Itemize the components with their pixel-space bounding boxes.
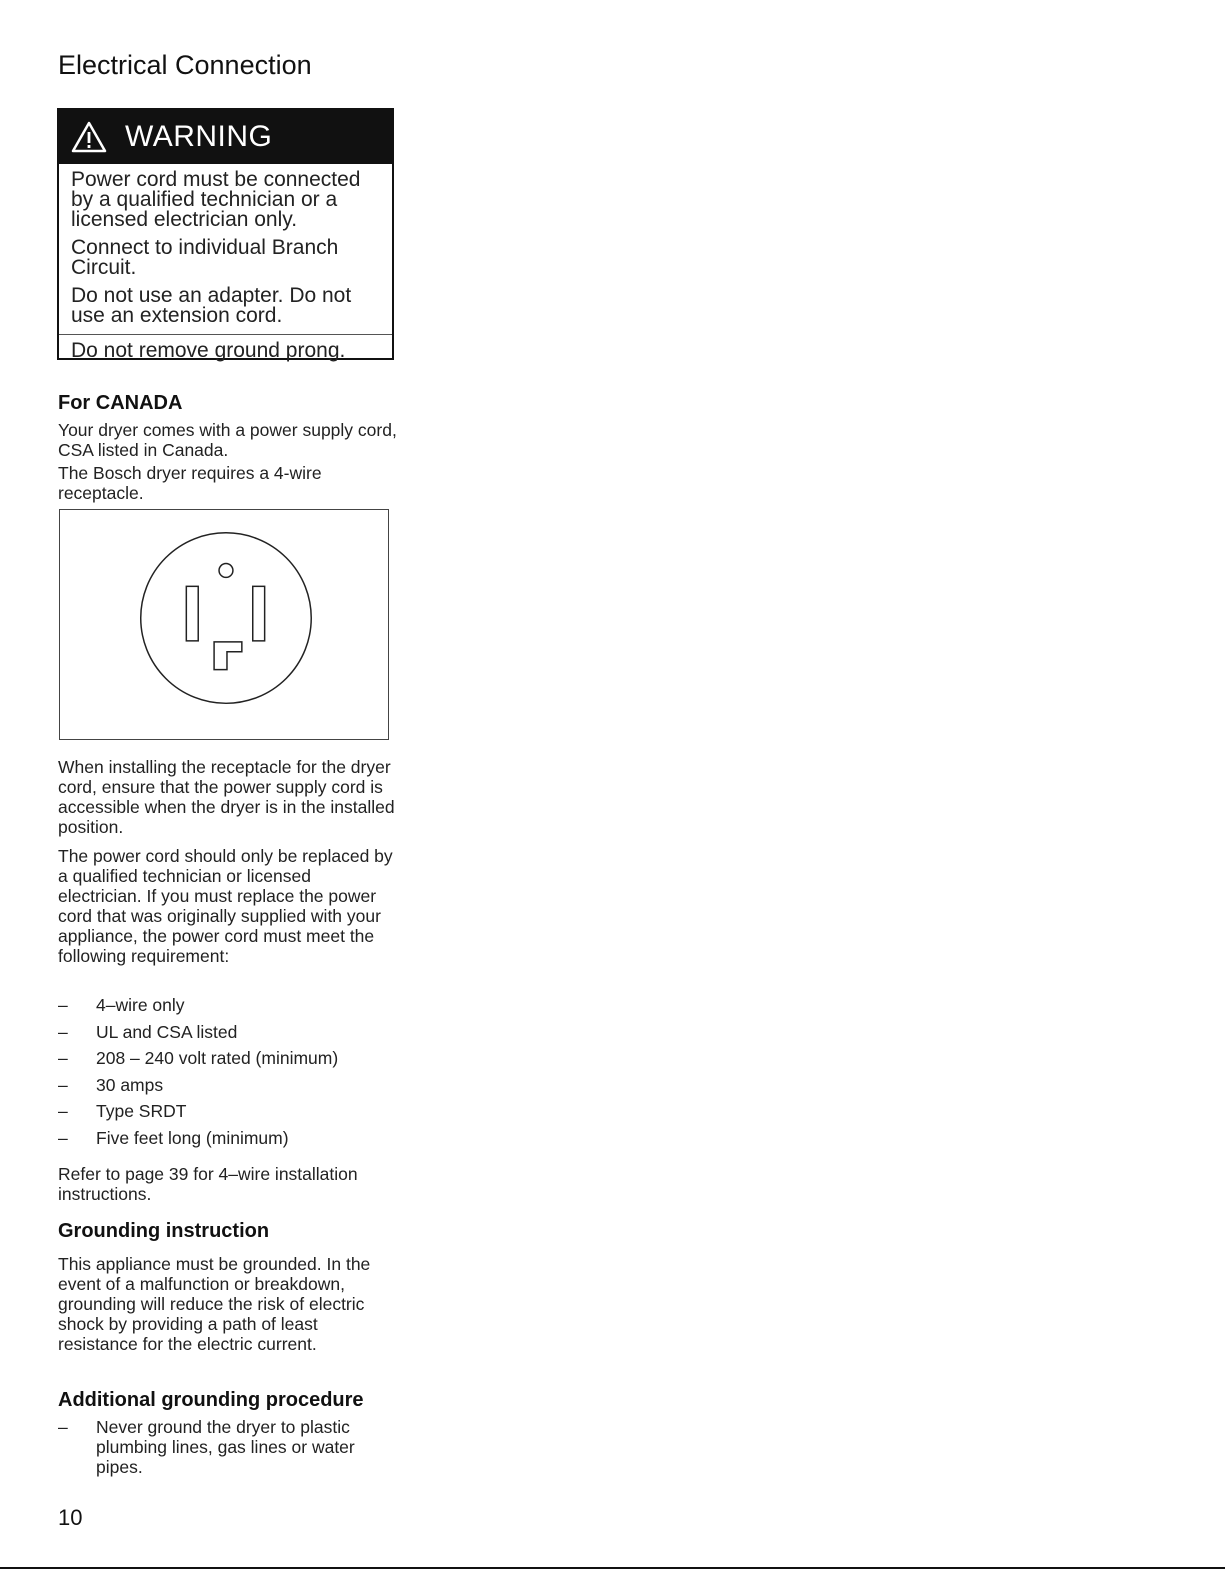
- grounding-text: This appliance must be grounded. In the event of a malfunction or breakdown, grounding will reduce the risk of electric shock by providing a path of least resistance for the electric current.: [58, 1254, 371, 1354]
- warning-paragraph: Power cord must be connected by a qualified technician or a licensed electrician only.: [71, 168, 361, 231]
- warning-body: [59, 164, 392, 361]
- installation-paragraph: The power cord should only be replaced by a qualified technician or licensed electrician. If you must replace the power cord that was originally supplied with your appliance, the power cord must meet the following requirement:: [58, 846, 393, 966]
- bullet-dash: –: [58, 1021, 68, 1042]
- installation-paragraph: When installing the receptacle for the dryer cord, ensure that the power supply cord is accessible when the dryer is in the installed position.: [58, 757, 395, 837]
- additional-grounding-item: [58, 1417, 398, 1477]
- bullet-dash: –: [58, 1101, 68, 1121]
- list-item: [58, 1021, 338, 1048]
- bullet-dash: –: [58, 1417, 68, 1437]
- four-wire-receptacle-icon: [60, 510, 388, 739]
- warning-box: [57, 108, 394, 360]
- page-title: Electrical Connection: [58, 50, 312, 80]
- warning-paragraph: Do not use an adapter. Do not use an extension cord.: [71, 284, 352, 327]
- additional-grounding-text: Never ground the dryer to plastic plumbing lines, gas lines or water pipes.: [96, 1417, 355, 1477]
- warning-title: WARNING: [125, 120, 273, 153]
- warning-paragraph: Do not remove ground prong.: [59, 334, 392, 361]
- warning-header: [59, 110, 392, 164]
- bullet-dash: –: [58, 995, 68, 1015]
- additional-grounding-heading: Additional grounding procedure: [58, 1389, 364, 1411]
- warning-paragraph: Connect to individual Branch Circuit.: [71, 236, 339, 279]
- warning-triangle-icon: [71, 121, 107, 153]
- requirement-text: 30 amps: [96, 1074, 164, 1095]
- bottom-rule: [0, 1567, 1225, 1569]
- canada-intro-1: Your dryer comes with a power supply cord, CSA listed in Canada.: [58, 420, 397, 460]
- requirements-list: [58, 994, 338, 1153]
- grounding-heading: Grounding instruction: [58, 1220, 270, 1242]
- list-item: [58, 1100, 338, 1127]
- bullet-dash: –: [58, 1127, 68, 1148]
- canada-intro-2: The Bosch dryer requires a 4-wire receptacle.: [58, 463, 322, 503]
- requirement-text: Five feet long (minimum): [96, 1127, 289, 1148]
- page-number: 10: [58, 1505, 83, 1530]
- bullet-dash: –: [58, 1048, 68, 1068]
- requirement-text: UL and CSA listed: [96, 1021, 238, 1042]
- list-item: [58, 1074, 338, 1101]
- requirement-text: Type SRDT: [96, 1101, 187, 1121]
- refer-text: Refer to page 39 for 4–wire installation instructions.: [58, 1164, 358, 1204]
- canada-heading: For CANADA: [58, 392, 183, 414]
- receptacle-diagram: [59, 509, 389, 740]
- list-item: [58, 994, 338, 1021]
- list-item: [58, 1127, 338, 1154]
- list-item: [58, 1047, 338, 1074]
- requirement-text: 4–wire only: [96, 995, 185, 1015]
- requirement-text: 208 – 240 volt rated (minimum): [96, 1048, 339, 1068]
- bullet-dash: –: [58, 1074, 68, 1095]
